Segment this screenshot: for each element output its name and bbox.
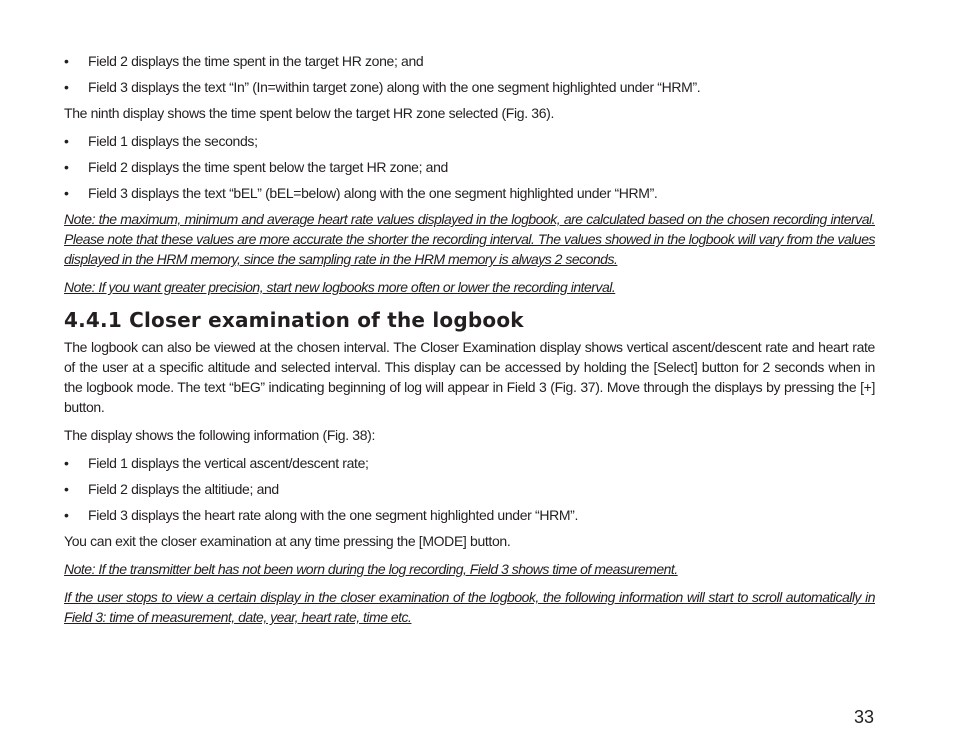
paragraph-display-info: The display shows the following information (Fig. 38):: [64, 427, 376, 443]
page-content: [64, 51, 875, 635]
list-item: • Field 2 displays the altitiude; and: [64, 479, 875, 499]
note-precision: Note: If you want greater precision, start new logbooks more often or lower the recording interval.: [64, 279, 616, 295]
paragraph-intro: The logbook can also be viewed at the chosen interval. The Closer Examination display shows vertical ascent/descent rate and heart rate of the user at a specific altitude and selected interval. This display can be accessed by holding the [Select] button for 2 seconds when in the logbook mode. The text “bEG” indicating beginning of log will appear in Field 3 (Fig. 37). Move through the displays by pressing the [+] button.: [64, 339, 875, 415]
page-number: 33: [853, 707, 874, 727]
list-item: • Field 1 displays the seconds;: [64, 131, 875, 151]
note-scroll-info: If the user stops to view a certain display in the closer examination of the logbook, the following information will start to scroll automatically in Field 3: time of measurement, date, year, heart rate, time etc.: [64, 589, 875, 625]
section-heading: 4.4.1 Closer examination of the logbook: [64, 308, 524, 332]
list-item: • Field 2 displays the time spent below the target HR zone; and: [64, 157, 875, 177]
list-item: • Field 1 displays the vertical ascent/descent rate;: [64, 453, 875, 473]
paragraph-ninth-display: The ninth display shows the time spent below the target HR zone selected (Fig. 36).: [64, 105, 554, 121]
note-heart-rate-values: Note: the maximum, minimum and average heart rate values displayed in the logbook, are calculated based on the chosen recording interval. Please note that these values are more accurate the shorter the recording interval. The values showed in the logbook will vary from the values displayed in the HRM memory, since the sampling rate in the HRM memory is always 2 seconds.: [64, 211, 875, 267]
list-item: • Field 3 displays the heart rate along with the one segment highlighted under “HRM”.: [64, 505, 875, 525]
list-item: • Field 3 displays the text “bEL” (bEL=below) along with the one segment highlighted under “HRM”.: [64, 183, 875, 203]
note-transmitter-belt: Note: If the transmitter belt has not been worn during the log recording, Field 3 shows time of measurement.: [64, 561, 678, 577]
list-item: • Field 2 displays the time spent in the target HR zone; and: [64, 51, 875, 71]
list-item: • Field 3 displays the text “In” (In=within target zone) along with the one segment highlighted under “HRM”.: [64, 77, 875, 97]
paragraph-exit: You can exit the closer examination at any time pressing the [MODE] button.: [64, 533, 511, 549]
